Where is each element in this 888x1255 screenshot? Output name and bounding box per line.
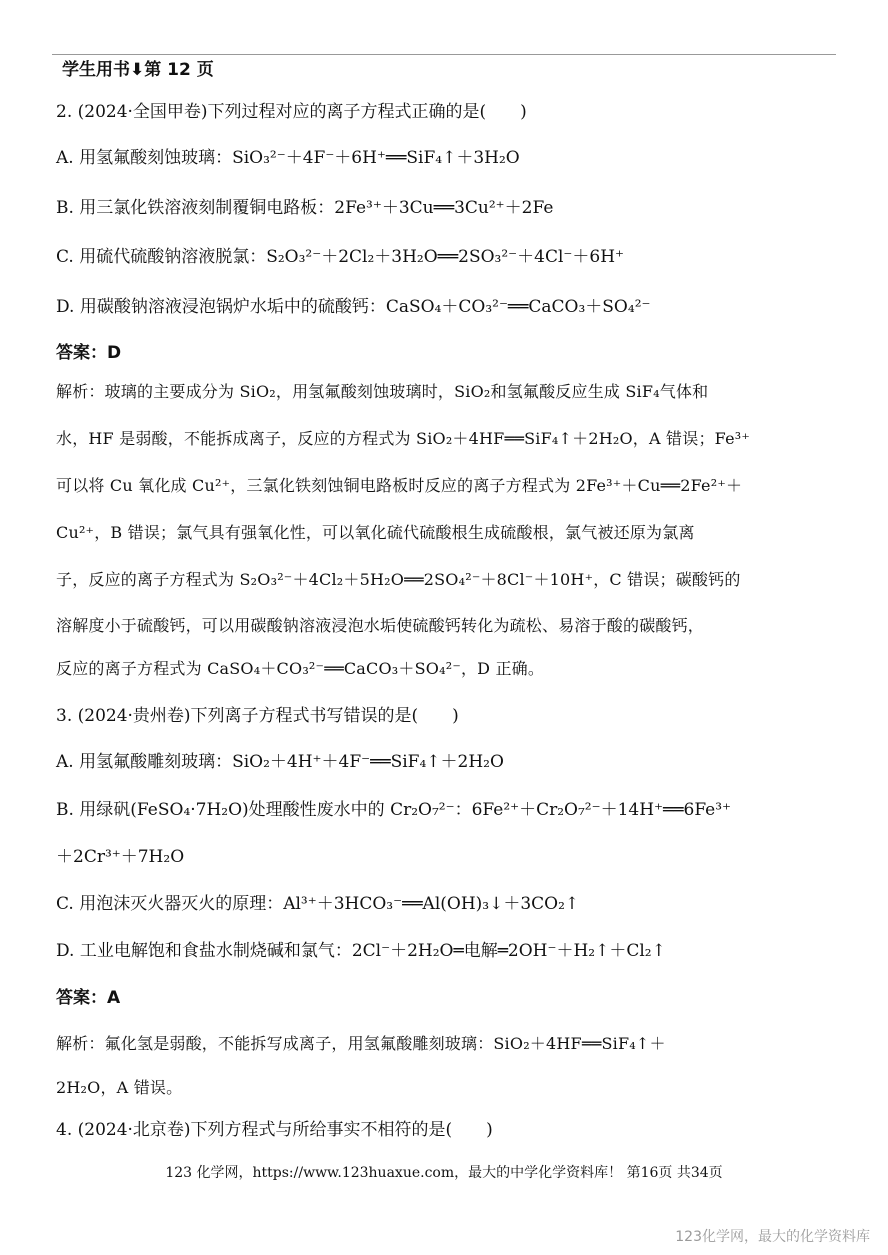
question-3-option-d: D. 工业电解饱和食盐水制烧碱和氯气：2Cl⁻＋2H₂O═电解═2OH⁻＋H₂↑＋Cl₂↑ bbox=[56, 941, 666, 961]
question-2-stem: 2. (2024·全国甲卷)下列过程对应的离子方程式正确的是( ) bbox=[56, 102, 527, 122]
question-3-option-b: B. 用绿矾(FeSO₄·7H₂O)处理酸性废水中的 Cr₂O₇²⁻：6Fe²⁺＋Cr₂O₇²⁻＋14H⁺══6Fe³⁺ bbox=[56, 800, 732, 820]
question-4-stem: 4. (2024·北京卷)下列方程式与所给事实不相符的是( ) bbox=[56, 1120, 493, 1140]
answer-value: A bbox=[107, 988, 121, 1008]
answer-label: 答案： bbox=[56, 988, 107, 1008]
question-3-answer bbox=[56, 986, 846, 1010]
watermark-text: 123化学网，最大的化学资料库 bbox=[675, 1229, 870, 1245]
question-3-analysis-line: 解析：氟化氢是弱酸，不能拆写成离子，用氢氟酸雕刻玻璃：SiO₂＋4HF══SiF₄↑＋ bbox=[56, 1034, 666, 1053]
question-2-analysis-line: 可以将 Cu 氧化成 Cu²⁺，三氯化铁刻蚀铜电路板时反应的离子方程式为 2Fe³⁺＋Cu══2Fe²⁺＋ bbox=[56, 476, 743, 495]
question-3-option-b-continued: ＋2Cr³⁺＋7H₂O bbox=[56, 847, 185, 867]
question-2-analysis-line: 反应的离子方程式为 CaSO₄＋CO₃²⁻══CaCO₃＋SO₄²⁻，D 正确。 bbox=[56, 659, 545, 678]
question-2-answer bbox=[56, 341, 846, 365]
question-2-option-a: A. 用氢氟酸刻蚀玻璃：SiO₃²⁻＋4F⁻＋6H⁺══SiF₄↑＋3H₂O bbox=[56, 148, 520, 168]
question-3-analysis-line: 2H₂O，A 错误。 bbox=[56, 1078, 183, 1097]
question-2-analysis-line: 子，反应的离子方程式为 S₂O₃²⁻＋4Cl₂＋5H₂O══2SO₄²⁻＋8Cl⁻＋10H⁺，C 错误；碳酸钙的 bbox=[56, 570, 741, 589]
question-2-analysis-line: Cu²⁺，B 错误；氯气具有强氧化性，可以氧化硫代硫酸根生成硫酸根，氯气被还原为氯离 bbox=[56, 523, 695, 542]
question-3-stem: 3. (2024·贵州卷)下列离子方程式书写错误的是( ) bbox=[56, 706, 459, 726]
page-header: 学生用书⬇第 12 页 bbox=[62, 60, 214, 80]
question-3-option-c: C. 用泡沫灭火器灭火的原理：Al³⁺＋3HCO₃⁻══Al(OH)₃↓＋3CO₂↑ bbox=[56, 894, 580, 914]
question-2-option-c: C. 用硫代硫酸钠溶液脱氯：S₂O₃²⁻＋2Cl₂＋3H₂O══2SO₃²⁻＋4Cl⁻＋6H⁺ bbox=[56, 247, 624, 267]
question-2-analysis-line: 溶解度小于硫酸钙，可以用碳酸钠溶液浸泡水垢使硫酸钙转化为疏松、易溶于酸的碳酸钙， bbox=[56, 616, 705, 635]
answer-value: D bbox=[107, 343, 122, 363]
question-2-analysis-line: 水，HF 是弱酸，不能拆成离子，反应的方程式为 SiO₂＋4HF══SiF₄↑＋2H₂O，A 错误；Fe³⁺ bbox=[56, 429, 750, 448]
question-3-option-a: A. 用氢氟酸雕刻玻璃：SiO₂＋4H⁺＋4F⁻══SiF₄↑＋2H₂O bbox=[56, 752, 504, 772]
header-rule bbox=[52, 54, 836, 55]
question-2-option-b: B. 用三氯化铁溶液刻制覆铜电路板：2Fe³⁺＋3Cu══3Cu²⁺＋2Fe bbox=[56, 198, 554, 218]
question-2-option-d: D. 用碳酸钠溶液浸泡锅炉水垢中的硫酸钙：CaSO₄＋CO₃²⁻══CaCO₃＋SO₄²⁻ bbox=[56, 297, 651, 317]
answer-label: 答案： bbox=[56, 343, 107, 363]
page-footer: 123 化学网，https://www.123huaxue.com，最大的中学化学资料库！ 第16页 共34页 bbox=[165, 1165, 723, 1181]
question-2-analysis-line: 解析：玻璃的主要成分为 SiO₂，用氢氟酸刻蚀玻璃时，SiO₂和氢氟酸反应生成 SiF₄气体和 bbox=[56, 382, 709, 401]
